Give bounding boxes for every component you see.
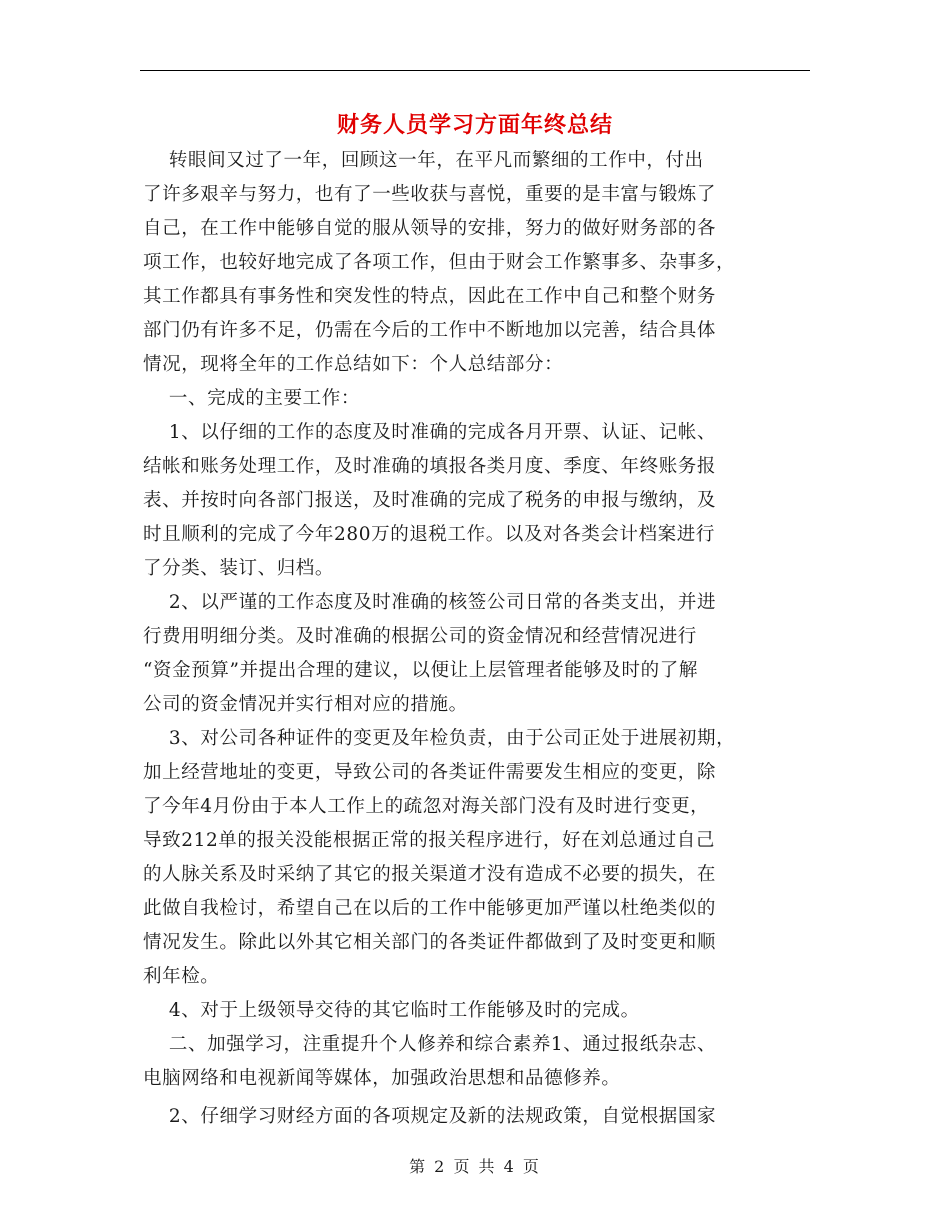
body-line: 其工作都具有事务性和突发性的特点，因此在工作中自己和整个财务 xyxy=(143,286,717,307)
body-line: 了今年4月份由于本人工作上的疏忽对海关部门没有及时进行变更， xyxy=(143,796,710,817)
body-line: 2、以严谨的工作态度及时准确的核签公司日常的各类支出，并进 xyxy=(143,592,717,613)
body-line: 部门仍有许多不足，仍需在今后的工作中不断地加以完善，结合具体 xyxy=(143,320,717,341)
body-line: 转眼间又过了一年，回顾这一年，在平凡而繁细的工作中，付出 xyxy=(143,150,704,171)
body-line: 情况，现将全年的工作总结如下：个人总结部分： xyxy=(143,354,564,375)
body-line: 1、以仔细的工作的态度及时准确的完成各月开票、认证、记帐、 xyxy=(143,422,717,443)
body-line: 了分类、装订、归档。 xyxy=(143,558,335,579)
document-title: 财务人员学习方面年终总结 xyxy=(336,112,613,138)
body-line: 电脑网络和电视新闻等媒体，加强政治思想和品德修养。 xyxy=(143,1068,621,1089)
body-line: 情况发生。除此以外其它相关部门的各类证件都做到了及时变更和顺 xyxy=(143,932,717,953)
body-line: 项工作，也较好地完成了各项工作，但由于财会工作繁事多、杂事多， xyxy=(143,252,736,273)
body-line: 利年检。 xyxy=(143,966,220,987)
body-line: 表、并按时向各部门报送，及时准确的完成了税务的申报与缴纳，及 xyxy=(143,490,717,511)
body-line: 行费用明细分类。及时准确的根据公司的资金情况和经营情况进行 xyxy=(143,626,697,647)
section-heading: 二、加强学习，注重提升个人修养和综合素养1、通过报纸杂志、 xyxy=(143,1034,717,1055)
body-line: 加上经营地址的变更，导致公司的各类证件需要发生相应的变更，除 xyxy=(143,762,717,783)
body-line: 3、对公司各种证件的变更及年检负责，由于公司正处于进展初期， xyxy=(143,728,736,749)
body-line: 了许多艰辛与努力，也有了一些收获与喜悦，重要的是丰富与锻炼了 xyxy=(143,184,717,205)
header-rule xyxy=(140,70,810,71)
body-line: 时且顺利的完成了今年280万的退税工作。以及对各类会计档案进行 xyxy=(143,524,715,545)
body-line: 公司的资金情况并实行相对应的措施。 xyxy=(143,694,468,715)
page-footer: 第 2 页 共 4 页 xyxy=(409,1157,541,1176)
body-line: 自己，在工作中能够自觉的服从领导的安排，努力的做好财务部的各 xyxy=(143,218,717,239)
body-line: 此做自我检讨，希望自己在以后的工作中能够更加严谨以杜绝类似的 xyxy=(143,898,717,919)
body-line: 4、对于上级领导交待的其它临时工作能够及时的完成。 xyxy=(143,1000,640,1021)
body-line: “资金预算”并提出合理的建议，以便让上层管理者能够及时的了解 xyxy=(143,660,698,681)
body-line: 结帐和账务处理工作，及时准确的填报各类月度、季度、年终账务报 xyxy=(143,456,717,477)
body-line: 的人脉关系及时采纳了其它的报关渠道才没有造成不必要的损失，在 xyxy=(143,864,717,885)
body-line: 导致212单的报关没能根据正常的报关程序进行，好在刘总通过自己 xyxy=(143,830,715,851)
section-heading: 一、完成的主要工作： xyxy=(143,388,360,409)
body-line: 2、仔细学习财经方面的各项规定及新的法规政策，自觉根据国家 xyxy=(143,1106,717,1127)
